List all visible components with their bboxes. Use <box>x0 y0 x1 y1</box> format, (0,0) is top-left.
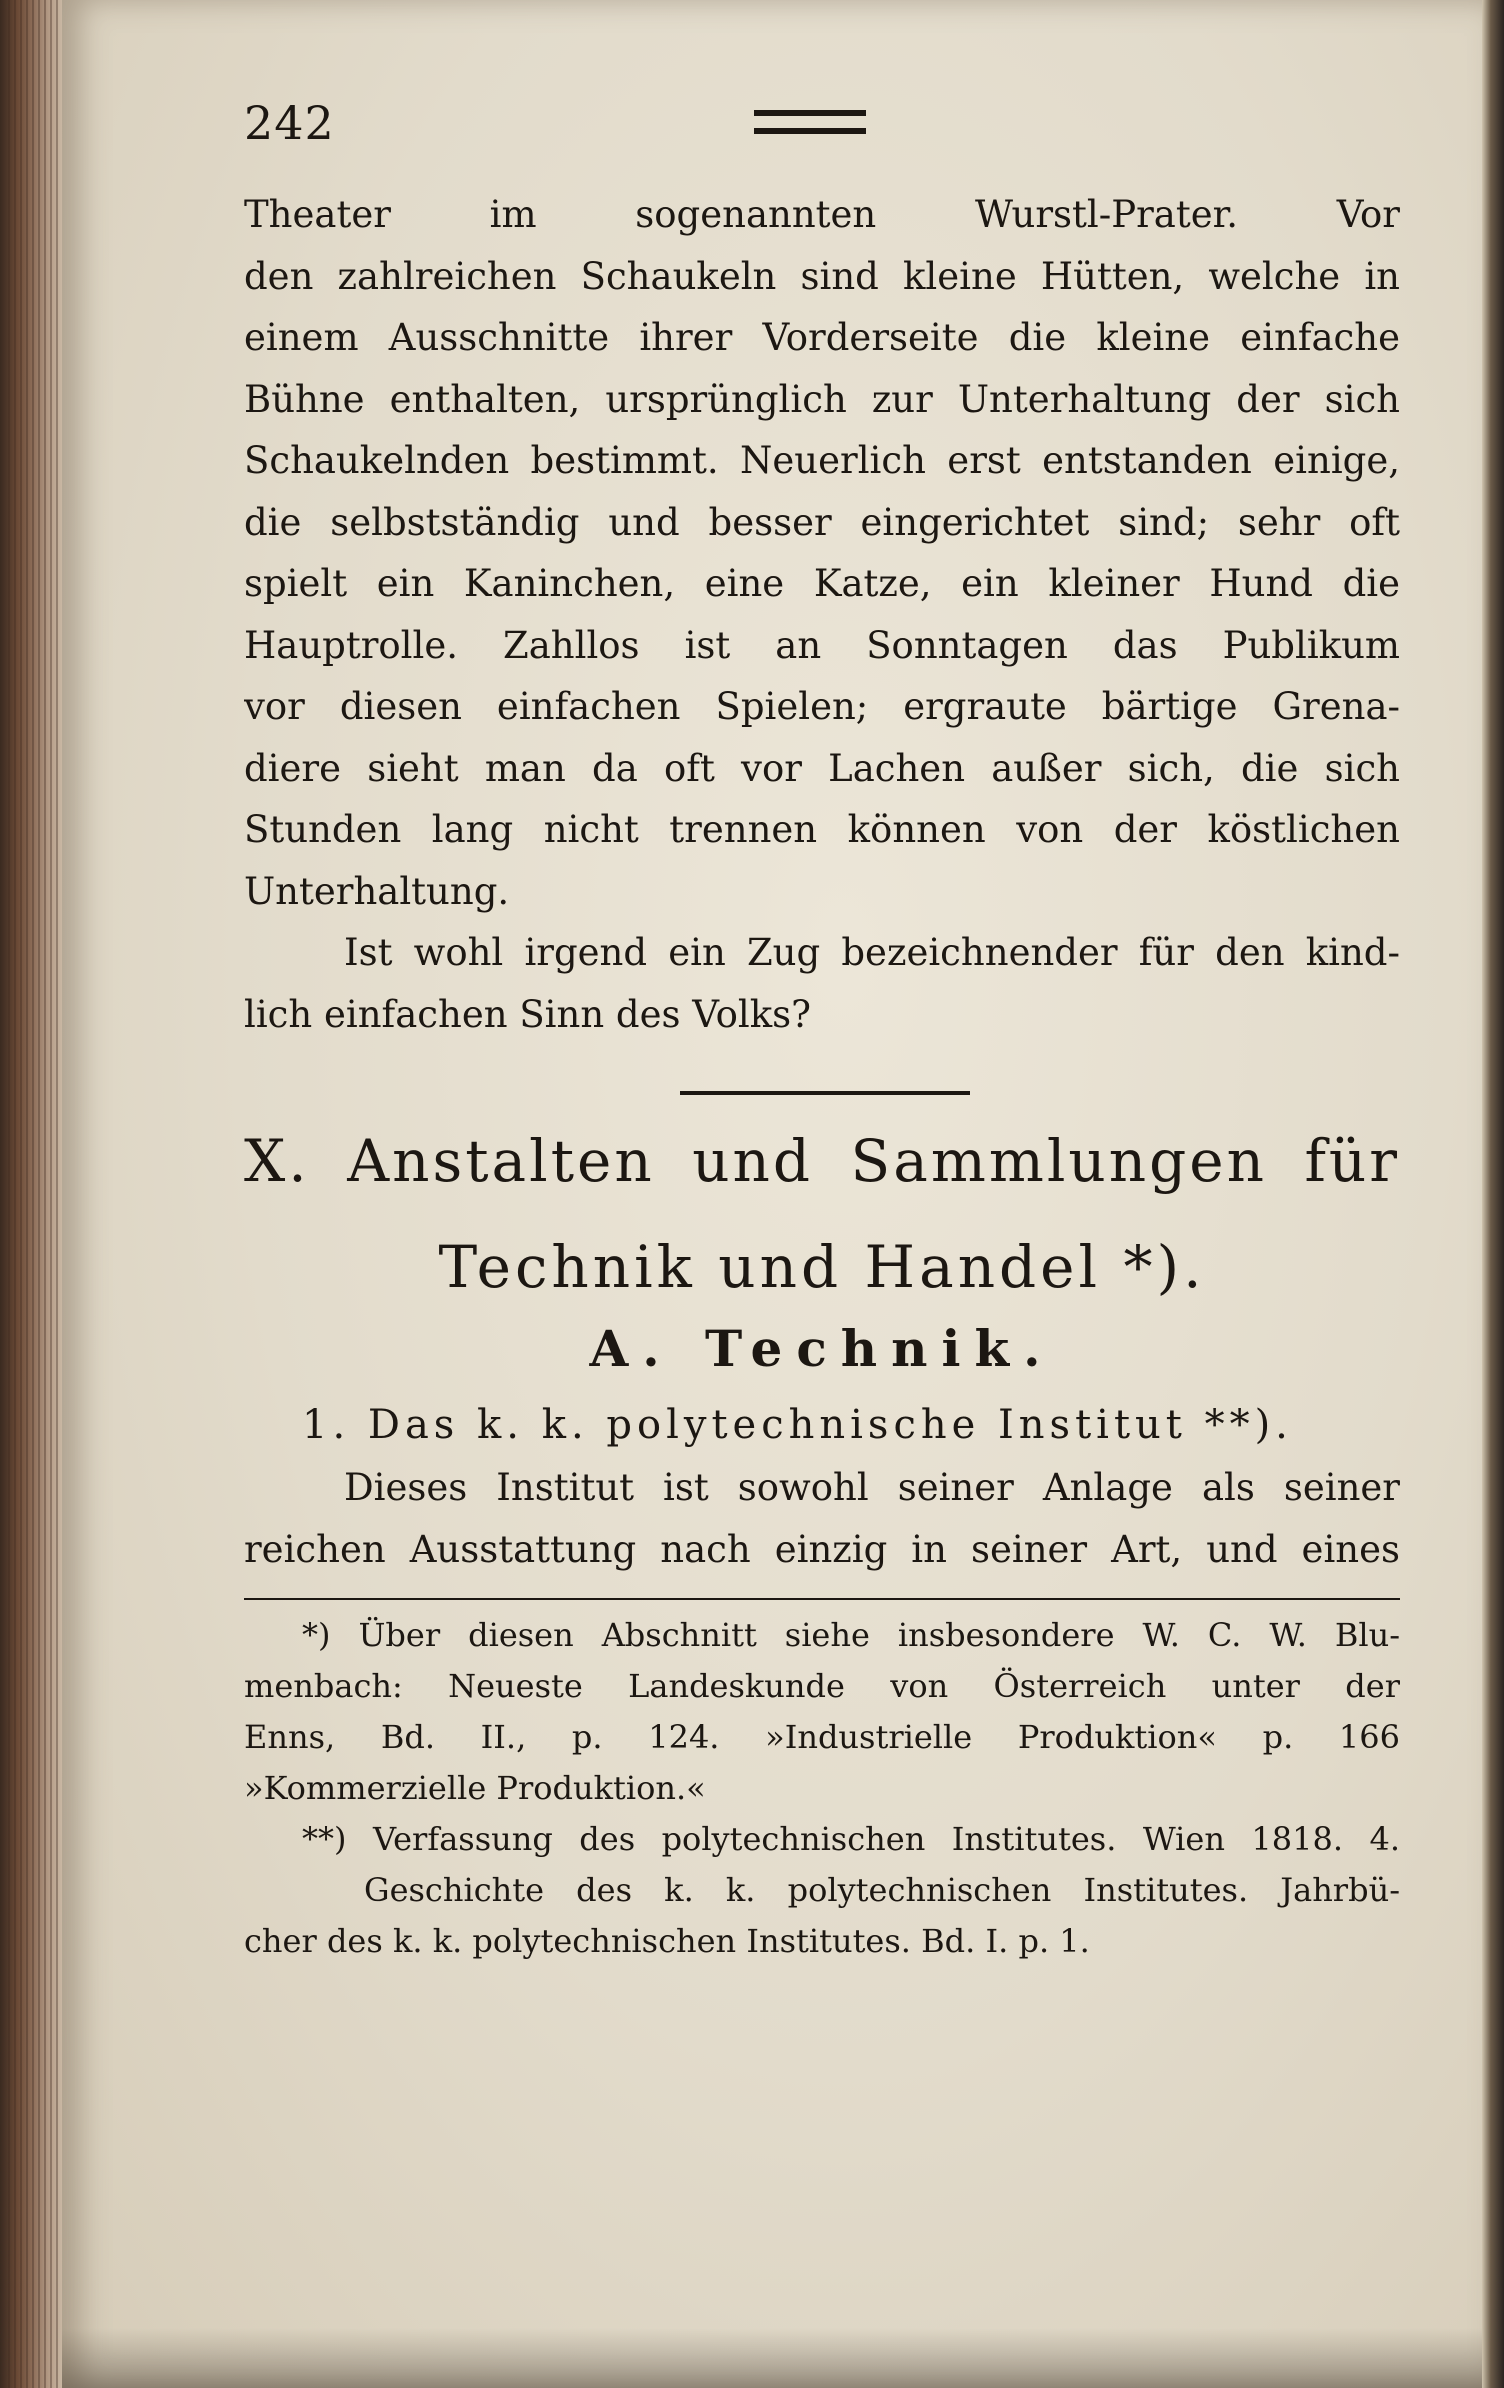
text-line: Schaukelnden bestimmt. Neuerlich erst entstanden einige, <box>244 439 1400 482</box>
text-line: Ist wohl irgend ein Zug bezeichnender für den kind- <box>344 931 1400 974</box>
text-line: Dieses Institut ist sowohl seiner Anlage als seiner <box>344 1466 1400 1509</box>
page-stack-lines <box>8 0 63 2388</box>
item-paragraph <box>244 1457 1400 1580</box>
text-line: Theater im sogenannten Wurstl-Prater. Vor <box>244 193 1400 236</box>
text-line: Unterhaltung. <box>244 869 510 913</box>
page-content <box>244 90 1400 1967</box>
footnote-line: *) Über diesen Abschnitt siehe insbesondere W. C. W. Blu- <box>302 1616 1400 1654</box>
text-line: Bühne enthalten, ursprünglich zur Unterhaltung der sich <box>244 377 1400 421</box>
page-number: 242 <box>244 96 335 150</box>
section-divider <box>680 1091 970 1095</box>
text-line: den zahlreichen Schaukeln sind kleine Hütten, welche in <box>244 254 1400 298</box>
text-line: vor diesen einfachen Spielen; ergraute bärtige Grena- <box>244 685 1400 728</box>
text-line: Hauptrolle. Zahllos ist an Sonntagen das Publikum <box>244 623 1400 667</box>
running-header <box>244 90 1400 170</box>
section-title-line-2: Technik und Handel *). <box>438 1233 1206 1301</box>
item-heading: 1. Das k. k. polytechnische Institut **). <box>302 1402 1293 1448</box>
footnote-line: menbach: Neueste Landeskunde von Österreich unter der <box>244 1667 1400 1705</box>
header-double-rule <box>754 110 866 134</box>
text-line: reichen Ausstattung nach einzig in seiner Art, und eines <box>244 1527 1400 1571</box>
body-paragraph <box>244 184 1400 922</box>
text-line: die selbstständig und besser eingerichtet sind; sehr oft <box>244 500 1400 544</box>
footnote-line: cher des k. k. polytechnischen Institutes. Bd. I. p. 1. <box>244 1922 1090 1960</box>
page-right-edge <box>1482 0 1504 2388</box>
closing-paragraph <box>244 922 1400 1045</box>
footnote-line: **) Verfassung des polytechnischen Institutes. Wien 1818. 4. <box>302 1820 1400 1858</box>
page-bottom-shadow <box>62 2328 1482 2388</box>
footnotes <box>244 1610 1400 1967</box>
text-line: einem Ausschnitte ihrer Vorderseite die kleine einfache <box>244 316 1400 359</box>
footnote-line: Enns, Bd. II., p. 124. »Industrielle Produktion« p. 166 <box>244 1718 1400 1756</box>
section-title-line-1: X. Anstalten und Sammlungen für <box>244 1127 1400 1195</box>
footnote-rule <box>244 1598 1400 1600</box>
text-line: Stunden lang nicht trennen können von der köstlichen <box>244 808 1400 851</box>
text-line: diere sieht man da oft vor Lachen außer sich, die sich <box>244 746 1400 790</box>
footnote-line: Geschichte des k. k. polytechnischen Institutes. Jahrbü- <box>364 1871 1400 1909</box>
subsection-heading: A. Technik. <box>589 1319 1055 1378</box>
text-line: spielt ein Kaninchen, eine Katze, ein kleiner Hund die <box>244 562 1400 605</box>
text-line: lich einfachen Sinn des Volks? <box>244 992 811 1036</box>
footnote-line: »Kommerzielle Produktion.« <box>244 1769 706 1807</box>
